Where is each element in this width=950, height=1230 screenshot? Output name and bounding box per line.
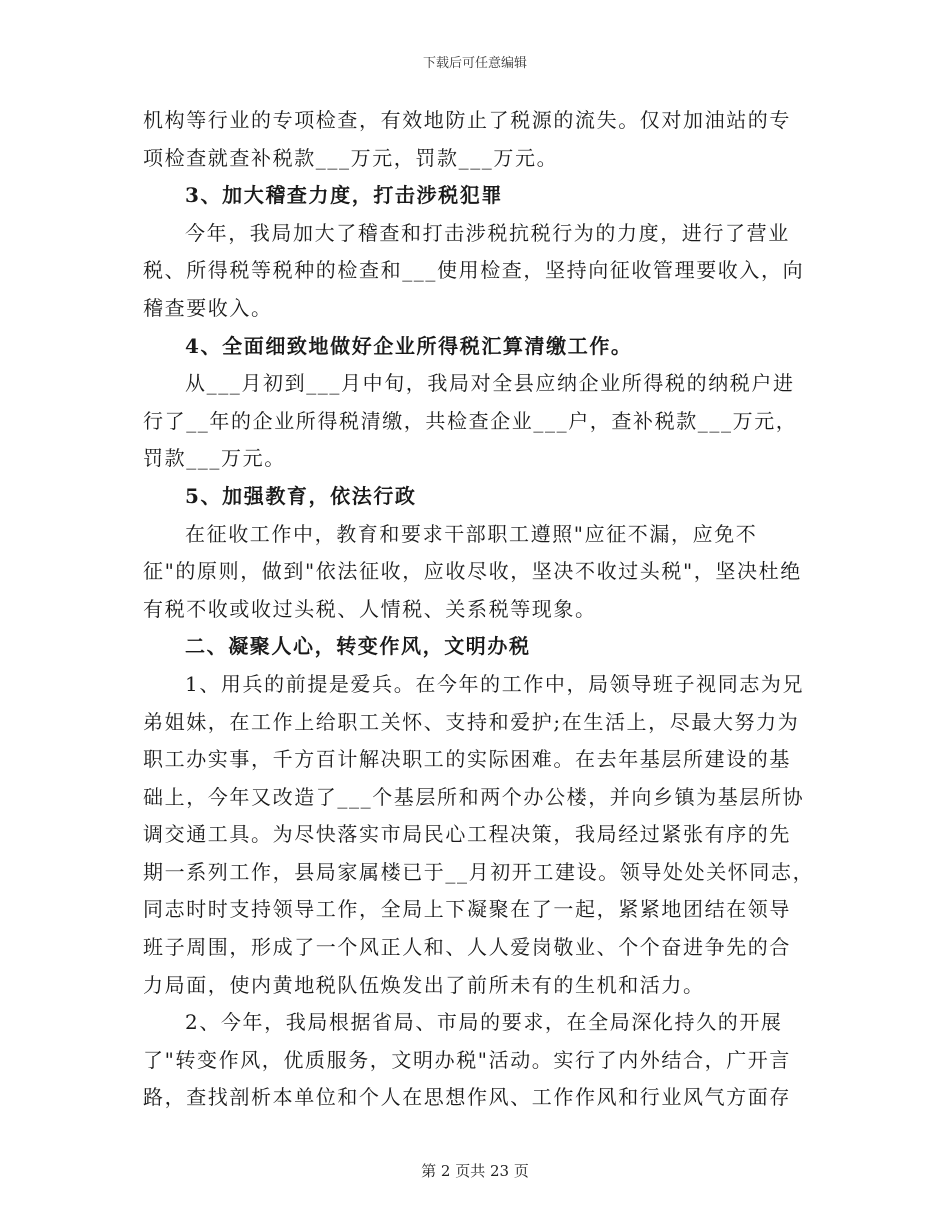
body-line: 罚款___万元。 xyxy=(143,446,286,471)
body-line: 同志时时支持领导工作，全局上下凝聚在了一起，紧紧地团结在领导 xyxy=(143,897,791,922)
section-heading: 4、全面细致地做好企业所得税汇算清缴工作。 xyxy=(185,333,633,358)
body-line: 路，查找剖析本单位和个人在思想作风、工作作风和行业风气方面存 xyxy=(143,1085,791,1110)
section-heading: 5、加强教育，依法行政 xyxy=(185,483,417,508)
document-body xyxy=(143,102,815,1117)
body-line: 期一系列工作，县局家属楼已于__月初开工建设。领导处处关怀同志， xyxy=(143,859,815,884)
body-line: 弟姐妹，在工作上给职工关怀、支持和爱护;在生活上，尽最大努力为 xyxy=(143,709,800,734)
paragraph-start: 2、今年，我局根据省局、市局的要求，在全局深化持久的开展 xyxy=(185,1010,783,1035)
page-header: 下载后可任意编辑 xyxy=(422,56,527,71)
body-line: 行了__年的企业所得税清缴，共检查企业___户，查补税款___万元， xyxy=(143,408,798,433)
body-line: 职工办实事，千方百计解决职工的实际困难。在去年基层所建设的基 xyxy=(143,747,791,772)
body-line: 有税不收或收过头税、人情税、关系税等现象。 xyxy=(143,596,597,621)
body-line: 了"转变作风，优质服务，文明办税"活动。实行了内外结合，广开言 xyxy=(143,1047,791,1072)
body-line: 征"的原则，做到"依法征收，应收尽收，坚决不收过头税"，坚决杜绝 xyxy=(143,559,802,584)
body-line: 项检查就查补税款___万元，罚款___万元。 xyxy=(143,145,559,170)
body-line: 班子周围，形成了一个风正人和、人人爱岗敬业、个个奋进争先的合 xyxy=(143,935,791,960)
paragraph-start: 1、用兵的前提是爱兵。在今年的工作中，局领导班子视同志为兄 xyxy=(185,671,805,696)
body-line: 调交通工具。为尽快落实市局民心工程决策，我局经过紧张有序的先 xyxy=(143,822,791,847)
body-line: 机构等行业的专项检查，有效地防止了税源的流失。仅对加油站的专 xyxy=(143,108,791,132)
body-line: 稽查要收入。 xyxy=(143,295,273,320)
body-line: 税、所得税等税种的检查和___使用检查，坚持向征收管理要收入，向 xyxy=(143,258,805,283)
body-line: 力局面，使内黄地税队伍焕发出了前所未有的生机和活力。 xyxy=(143,972,705,997)
body-line: 础上，今年又改造了___个基层所和两个办公楼，并向乡镇为基层所协 xyxy=(143,784,805,809)
paragraph-start: 今年，我局加大了稽查和打击涉税抗税行为的力度，进行了营业 xyxy=(185,220,790,245)
section-heading: 二、凝聚人心，转变作风，文明办税 xyxy=(185,634,531,659)
page-footer: 第 2 页共 23 页 xyxy=(421,1162,529,1180)
section-heading: 3、加大稽查力度，打击涉税犯罪 xyxy=(185,183,503,208)
paragraph-start: 从___月初到___月中旬，我局对全县应纳企业所得税的纳税户进 xyxy=(185,371,795,396)
paragraph-start: 在征收工作中，教育和要求干部职工遵照"应征不漏，应免不 xyxy=(185,521,758,546)
